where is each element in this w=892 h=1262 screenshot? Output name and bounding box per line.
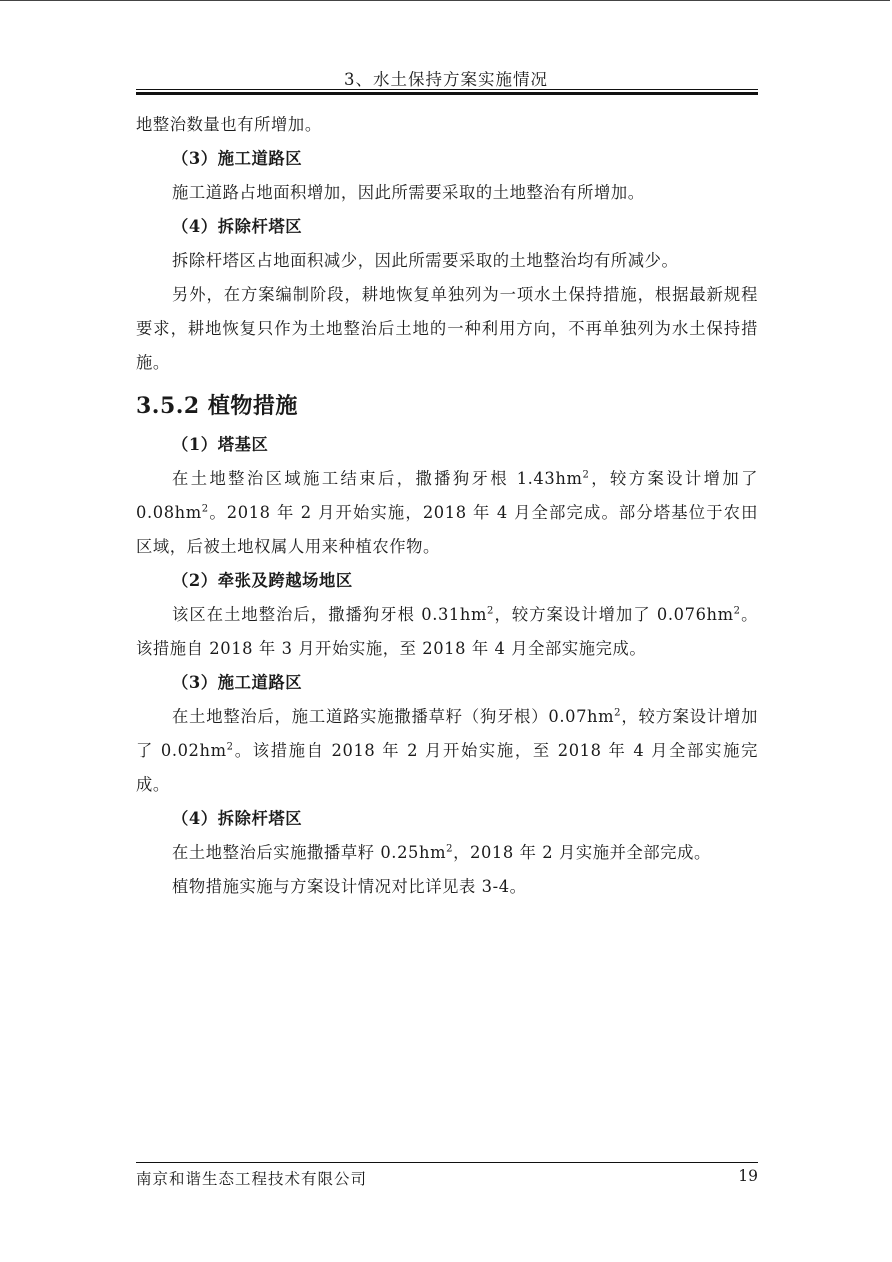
paragraph-tower-base: 在土地整治区域施工结束后，撒播狗牙根 $1.43hm^2$，较方案设计增加了 $0.08hm^2$。2018 年 2 月开始实施，2018 年 4 月全部完成。部分塔基位于农田区域，后被土地权属人用来种植农作物。	[136, 469, 758, 556]
page-number: 19	[738, 1167, 758, 1185]
header-rule-thick	[136, 92, 758, 95]
paragraph-tension-crossing: 该区在土地整治后，撒播狗牙根 $0.31hm^2$，较方案设计增加了 $0.076hm^2$。该措施自 2018 年 3 月开始实施，至 2018 年 4 月全部实施完成。	[136, 605, 758, 658]
unit-superscript: 2	[446, 843, 454, 855]
subheading-tension-crossing: （2）牵张及跨越场地区	[172, 571, 353, 590]
paragraph-construction-road: 施工道路占地面积增加，因此所需要采取的土地整治有所增加。	[172, 183, 645, 202]
page-body	[136, 108, 758, 904]
page-top-border	[0, 0, 890, 3]
paragraph-veg-construction-road: 在土地整治后，施工道路实施撒播草籽（狗牙根）$0.07hm^2$，较方案设计增加了 $0.02hm^2$。该措施自 2018 年 2 月开始实施，至 2018 年 4 月全部实施完成。	[136, 707, 759, 794]
section-title: 植物措施	[207, 393, 298, 419]
unit-superscript: 2	[614, 707, 622, 719]
unit-superscript: 2	[582, 469, 590, 481]
subheading-tower-base: （1）塔基区	[172, 435, 269, 454]
section-heading	[136, 386, 758, 426]
unit-superscript: 2	[487, 605, 494, 617]
section-number: 3.5.2	[136, 393, 200, 419]
paragraph-veg-dismantled-tower: 在土地整治后实施撒播草籽 $0.25hm^2$，2018 年 2 月实施并全部完成。	[172, 843, 711, 862]
footer-company: 南京和谐生态工程技术有限公司	[136, 1170, 368, 1188]
unit-superscript: 2	[733, 605, 741, 617]
header-rule-thin	[136, 89, 758, 90]
subheading-veg-dismantled-tower: （4）拆除杆塔区	[172, 809, 303, 828]
subheading-veg-construction-road: （3）施工道路区	[172, 673, 303, 692]
paragraph-continuation: 地整治数量也有所增加。	[136, 115, 322, 134]
unit-superscript: 2	[201, 503, 209, 515]
subheading-construction-road: （3）施工道路区	[172, 149, 303, 168]
paragraph-farmland-note: 另外，在方案编制阶段，耕地恢复单独列为一项水土保持措施，根据最新规程要求，耕地恢复只作为土地整治后土地的一种利用方向，不再单独列为水土保持措施。	[136, 285, 758, 372]
footer-rule	[136, 1162, 758, 1163]
unit-superscript: 2	[226, 741, 234, 753]
subheading-dismantled-tower: （4）拆除杆塔区	[172, 217, 303, 236]
paragraph-summary: 植物措施实施与方案设计情况对比详见表 3-4。	[172, 877, 527, 896]
paragraph-dismantled-tower: 拆除杆塔区占地面积减少，因此所需要采取的土地整治均有所减少。	[172, 251, 679, 270]
running-header: 3、水土保持方案实施情况	[344, 70, 548, 89]
